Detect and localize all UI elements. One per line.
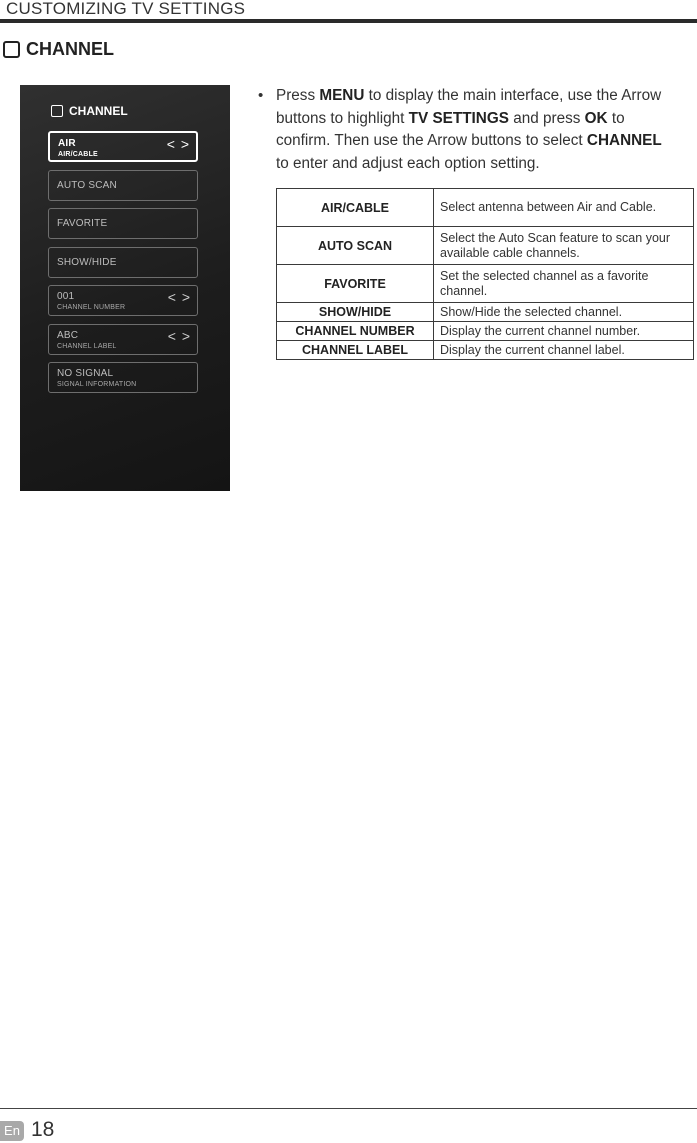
instruction-text: to confirm. Then use the Arrow buttons to select — [276, 109, 625, 149]
option-description: Show/Hide the selected channel. — [434, 303, 694, 322]
tv-menu-item-label: ABC — [57, 330, 79, 341]
instruction-text: Press — [276, 87, 320, 104]
left-right-arrows-icon: < > — [166, 136, 190, 152]
tv-menu-item-show-hide — [48, 247, 198, 278]
option-name: AUTO SCAN — [277, 227, 434, 265]
tv-menu-item-label: FAVORITE — [57, 218, 108, 229]
language-badge: En — [0, 1121, 24, 1141]
table-row — [277, 265, 694, 303]
instruction-text: to enter and adjust each option setting. — [276, 154, 540, 172]
tv-menu-item-label: NO SIGNAL — [57, 368, 114, 379]
tv-menu-item-channel-label — [48, 324, 198, 355]
left-right-arrows-icon: < > — [167, 289, 191, 305]
tv-menu-item-label: 001 — [57, 291, 75, 302]
option-name: AIR/CABLE — [277, 189, 434, 227]
tv-menu-item-favorite — [48, 208, 198, 239]
instruction-paragraph — [276, 85, 676, 175]
tv-menu-item-label: AIR — [58, 138, 76, 149]
option-name: SHOW/HIDE — [277, 303, 434, 322]
header-title: CUSTOMIZING TV SETTINGS — [6, 0, 246, 18]
option-description: Set the selected channel as a favorite channel. — [434, 265, 694, 303]
ok-keyword: OK — [584, 109, 608, 127]
page-number: 18 — [31, 1118, 55, 1141]
tv-menu-item-signal-information — [48, 362, 198, 393]
tv-menu-item-sublabel: SIGNAL INFORMATION — [57, 381, 137, 388]
header-rule — [0, 19, 697, 23]
table-row — [277, 303, 694, 322]
tv-menu-item-sublabel: CHANNEL LABEL — [57, 343, 117, 350]
table-row — [277, 227, 694, 265]
menu-keyword: MENU — [319, 87, 365, 104]
option-name: CHANNEL LABEL — [277, 341, 434, 360]
checkbox-square-icon — [3, 41, 20, 58]
section-heading — [3, 39, 114, 59]
tv-menu-item-auto-scan — [48, 170, 198, 201]
table-row — [277, 322, 694, 341]
tv-menu-item-label: AUTO SCAN — [57, 180, 117, 191]
page-header — [0, 0, 697, 24]
footer-rule — [0, 1108, 697, 1109]
options-table — [276, 188, 694, 360]
left-right-arrows-icon: < > — [167, 328, 191, 344]
option-name: FAVORITE — [277, 265, 434, 303]
tv-menu-title-label: CHANNEL — [69, 104, 128, 118]
tv-settings-keyword: TV SETTINGS — [408, 109, 509, 127]
tv-menu-item-sublabel: CHANNEL NUMBER — [57, 304, 126, 311]
checkbox-square-icon — [51, 105, 63, 117]
tv-menu-item-sublabel: AIR/CABLE — [58, 151, 98, 158]
tv-menu-item-air-cable — [48, 131, 198, 162]
option-description: Select antenna between Air and Cable. — [434, 189, 694, 227]
table-row — [277, 189, 694, 227]
tv-menu-screenshot — [20, 85, 230, 491]
instruction-text: to display the main interface, use the Arrow buttons to highlight — [276, 87, 662, 127]
option-description: Display the current channel number. — [434, 322, 694, 341]
instruction-text: and press — [508, 109, 585, 127]
channel-keyword: CHANNEL — [586, 132, 662, 149]
option-name: CHANNEL NUMBER — [277, 322, 434, 341]
tv-menu-item-channel-number — [48, 285, 198, 316]
section-title: CHANNEL — [26, 38, 114, 59]
tv-menu-item-label: SHOW/HIDE — [57, 257, 117, 268]
option-description: Display the current channel label. — [434, 341, 694, 360]
bullet-point: • — [258, 87, 264, 104]
table-row — [277, 341, 694, 360]
option-description: Select the Auto Scan feature to scan your available cable channels. — [434, 227, 694, 265]
tv-menu-title — [51, 103, 128, 119]
